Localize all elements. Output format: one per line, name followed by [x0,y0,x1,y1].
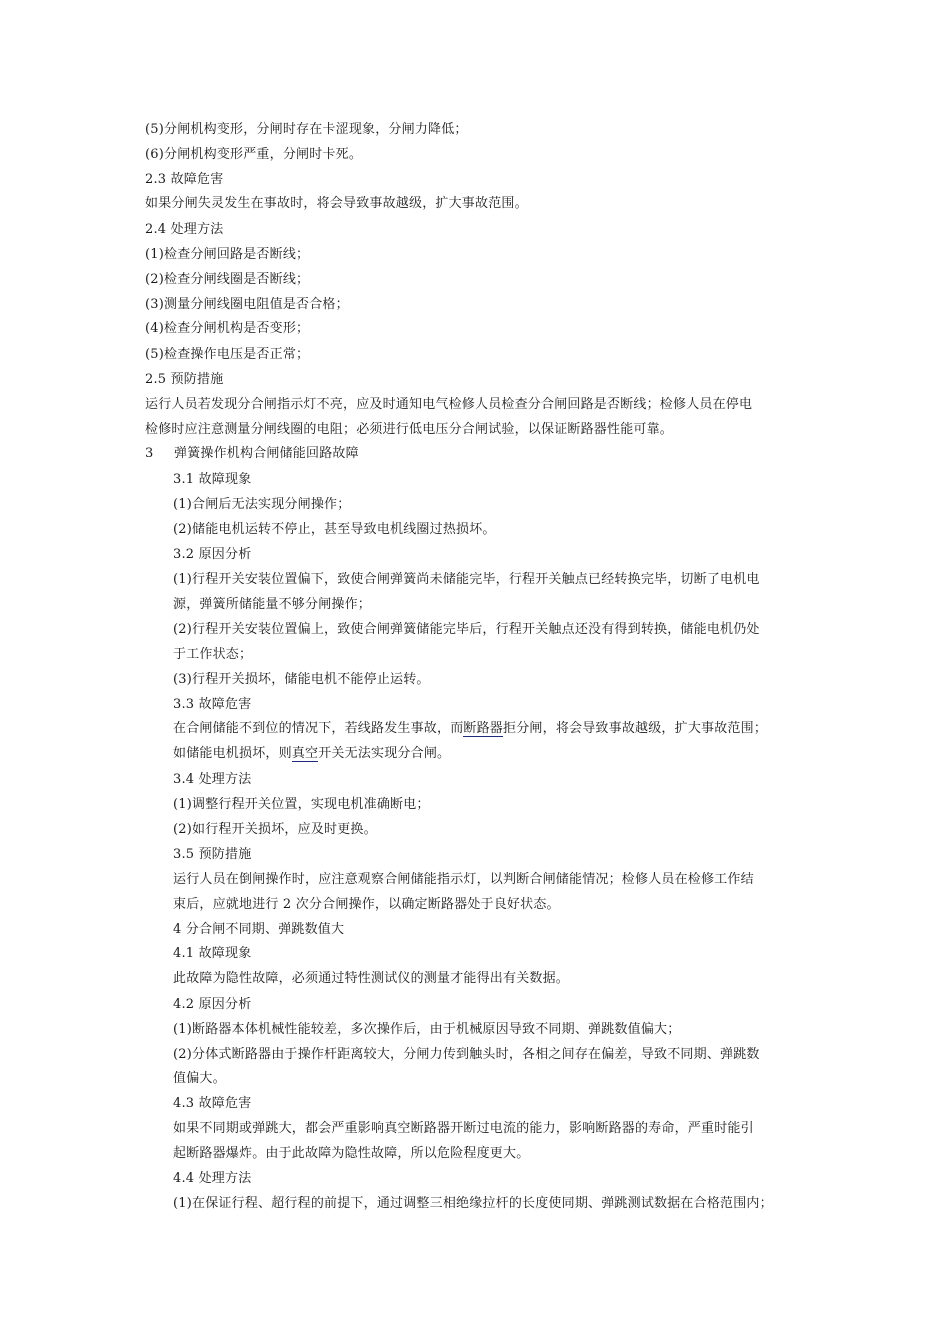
text-line: (1)检查分闸回路是否断线； [145,247,310,262]
text-fragment: 在合闸储能不到位的情况下，若线路发生事故，而 [173,721,464,736]
text-line: (2)分体式断路器由于操作杆距离较大，分闸力传到触头时，各相之间存在偏差，导致不同期、弹跳数 [173,1047,760,1062]
chapter-heading: 4 分合闸不同期、弹跳数值大 [173,922,345,937]
section-heading: 3.3 故障危害 [173,697,252,712]
text-line: 于工作状态； [173,647,253,662]
text-line: (1)行程开关安装位置偏下，致使合闸弹簧尚未储能完毕，行程开关触点已经转换完毕，切断了电机电 [173,572,760,587]
section-heading: 4.3 故障危害 [173,1096,252,1111]
circuit-breaker-link[interactable]: 断路器 [463,721,504,736]
text-line: (1)在保证行程、超行程的前提下，通过调整三相绝缘拉杆的长度使同期、弹跳测试数据在合格范围内； [173,1196,773,1211]
text-fragment: 拒分闸，将会导致事故越级，扩大事故范围； [503,721,768,736]
text-line: 运行人员在倒闸操作时，应注意观察合闸储能指示灯，以判断合闸储能情况；检修人员在检修工作结 [173,872,754,887]
text-line: 起断路器爆炸。由于此故障为隐性故障，所以危险程度更大。 [173,1146,530,1161]
text-line: 运行人员若发现分合闸指示灯不亮，应及时通知电气检修人员检查分合闸回路是否断线；检修人员在停电 [145,397,753,412]
chapter-title: 弹簧操作机构合闸储能回路故障 [174,446,359,461]
text-line: (1)合闸后无法实现分闸操作； [173,497,351,512]
section-heading: 4.2 原因分析 [173,997,252,1012]
chapter-number: 3 [145,446,154,461]
text-line: (1)断路器本体机械性能较差，多次操作后，由于机械原因导致不同期、弹跳数值偏大； [173,1022,681,1037]
text-line: (2)如行程开关损坏，应及时更换。 [173,822,377,837]
text-line: (3)行程开关损坏，储能电机不能停止运转。 [173,672,430,687]
text-line: (3)测量分闸线圈电阻值是否合格； [145,297,349,312]
text-line: (5)分闸机构变形，分闸时存在卡涩现象，分闸力降低； [145,122,468,137]
section-heading: 3.2 原因分析 [173,547,252,562]
text-line: (4)检查分闸机构是否变形； [145,321,310,336]
section-heading: 3.5 预防措施 [173,847,252,862]
text-line: 源，弹簧所储能量不够分闸操作； [173,597,372,612]
section-heading: 3.1 故障现象 [173,472,252,487]
vacuum-link[interactable]: 真空 [291,746,319,761]
text-line: 如果不同期或弹跳大，都会严重影响真空断路器开断过电流的能力，影响断路器的寿命，严重时能引 [173,1121,754,1136]
section-heading: 4.1 故障现象 [173,946,252,961]
text-line: (2)行程开关安装位置偏上，致使合闸弹簧储能完毕后，行程开关触点还没有得到转换，储能电机仍处 [173,622,760,637]
section-heading: 2.4 处理方法 [145,222,224,237]
text-line: 值偏大。 [173,1071,226,1086]
text-line: 此故障为隐性故障，必须通过特性测试仪的测量才能得出有关数据。 [173,971,570,986]
section-heading: 3.4 处理方法 [173,772,252,787]
text-line: (6)分闸机构变形严重，分闸时卡死。 [145,147,363,162]
text-line: (1)调整行程开关位置，实现电机准确断电； [173,797,430,812]
text-fragment: 如储能电机损坏，则 [173,746,292,761]
text-line: (2)储能电机运转不停止，甚至导致电机线圈过热损坏。 [173,522,496,537]
text-line: (2)检查分闸线圈是否断线； [145,272,310,287]
text-line: 束后，应就地进行 2 次分合闸操作，以确定断路器处于良好状态。 [173,897,560,912]
section-heading: 2.5 预防措施 [145,372,224,387]
text-line: 检修时应注意测量分闸线圈的电阻；必须进行低电压分合闸试验，以保证断路器性能可靠。 [145,422,674,437]
text-line-with-link [173,720,767,738]
text-line: 如果分闸失灵发生在事故时，将会导致事故越级，扩大事故范围。 [145,196,528,211]
section-heading: 2.3 故障危害 [145,172,224,187]
section-heading: 4.4 处理方法 [173,1171,252,1186]
text-line-with-link [173,745,450,763]
text-line: (5)检查操作电压是否正常； [145,347,310,362]
text-fragment: 开关无法实现分合闸。 [318,746,451,761]
